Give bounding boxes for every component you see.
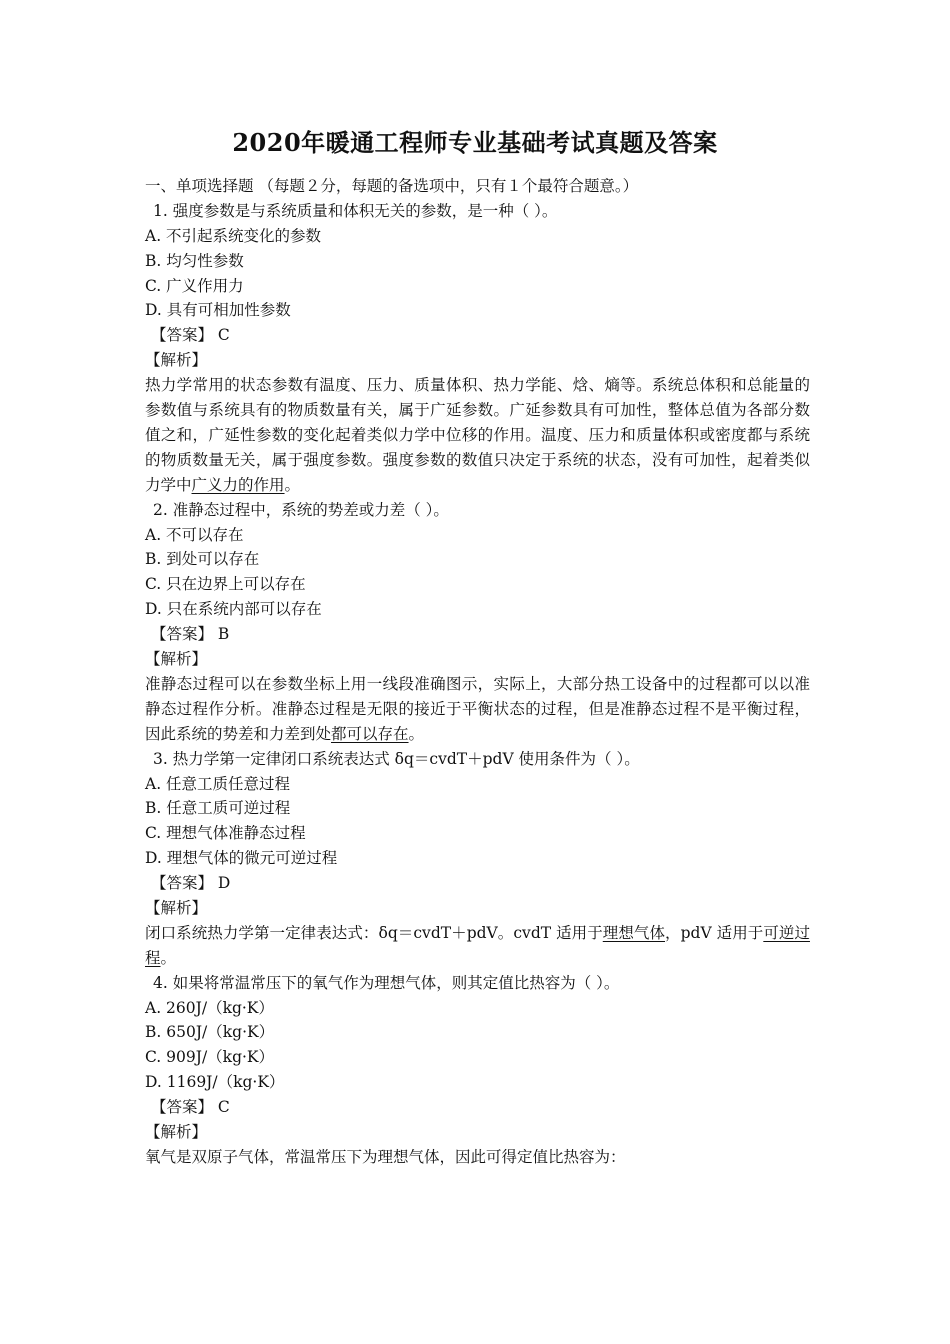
question-block xyxy=(145,498,810,747)
page-title: 2020年暖通工程师专业基础考试真题及答案 xyxy=(232,128,718,157)
analysis-label: 【解析】 xyxy=(145,898,208,917)
option-a: A. 不可以存在 xyxy=(145,525,244,544)
option-c: C. 理想气体准静态过程 xyxy=(145,824,306,843)
question-stem: 2. 准静态过程中，系统的势差或力差（ ）。 xyxy=(153,500,449,519)
option-d: D. 具有可相加性参数 xyxy=(145,301,291,320)
option-c: C. 只在边界上可以存在 xyxy=(145,575,306,594)
analysis-label: 【解析】 xyxy=(145,1123,208,1141)
analysis-text: 氧气是双原子气体，常温常压下为理想气体，因此可得定值比热容为： xyxy=(145,1147,626,1166)
answer-line: 【答案】 B xyxy=(151,625,230,644)
option-d: D. 理想气体的微元可逆过程 xyxy=(145,849,338,868)
underlined-term: 理想气体 xyxy=(602,923,666,942)
option-b: B. 任意工质可逆过程 xyxy=(145,799,291,818)
question-block xyxy=(145,199,810,498)
section-heading: 一、单项选择题 （每题２分，每题的备选项中，只有１个最符合题意。） xyxy=(145,177,639,195)
underlined-term: 广义力的作用 xyxy=(191,475,285,494)
underlined-term: 都可以存在 xyxy=(331,724,409,743)
option-a: A. 260J/（kg·K） xyxy=(145,998,274,1017)
analysis-label: 【解析】 xyxy=(145,650,208,668)
analysis-text: 闭口系统热力学第一定律表达式：δq＝cvdT＋pdV。cvdT 适用于理想气体，pdV 适用于可逆过程。 xyxy=(145,923,810,967)
option-c: C. 909J/（kg·K） xyxy=(145,1048,275,1067)
underlined-term: 可逆过程 xyxy=(145,923,810,967)
option-c: C. 广义作用力 xyxy=(145,276,244,295)
option-b: B. 均匀性参数 xyxy=(145,251,244,270)
option-d: D. 1169J/（kg·K） xyxy=(145,1073,285,1092)
document-body xyxy=(145,174,810,1170)
option-b: B. 650J/（kg·K） xyxy=(145,1023,275,1042)
option-a: A. 不引起系统变化的参数 xyxy=(145,226,322,245)
option-a: A. 任意工质任意过程 xyxy=(145,774,291,793)
analysis-text: 热力学常用的状态参数有温度、压力、质量体积、热力学能、焓、熵等。系统总体积和总能量的参数值与系统具有的物质数量有关，属于广延参数。广延参数具有可加性，整体总值为各部分数值之和，广延性参数的变化起着类似力学中位移的作用。温度、压力和质量体积或密度都与系统的物质数量无关，属于强度参数。强度参数的数值只决定于系统的状态，没有可加性，起着类似力学中广义力的作用。 xyxy=(145,376,810,494)
option-b: B. 到处可以存在 xyxy=(145,550,260,569)
question-stem: 1. 强度参数是与系统质量和体积无关的参数，是一种（ ）。 xyxy=(153,201,558,220)
question-block xyxy=(145,971,810,1170)
question-stem: 4. 如果将常温常压下的氧气作为理想气体，则其定值比热容为（ ）。 xyxy=(153,973,620,992)
answer-line: 【答案】 C xyxy=(151,326,230,345)
question-block xyxy=(145,747,810,971)
answer-line: 【答案】 D xyxy=(151,874,231,893)
answer-line: 【答案】 C xyxy=(151,1098,230,1117)
analysis-text: 准静态过程可以在参数坐标上用一线段准确图示，实际上，大部分热工设备中的过程都可以以准静态过程作分析。准静态过程是无限的接近于平衡状态的过程，但是准静态过程不是平衡过程，因此系统的势差和力差到处都可以存在。 xyxy=(145,674,810,743)
option-d: D. 只在系统内部可以存在 xyxy=(145,600,322,619)
question-stem: 3. 热力学第一定律闭口系统表达式 δq＝cvdT＋pdV 使用条件为（ ）。 xyxy=(153,749,640,768)
analysis-label: 【解析】 xyxy=(145,351,208,370)
